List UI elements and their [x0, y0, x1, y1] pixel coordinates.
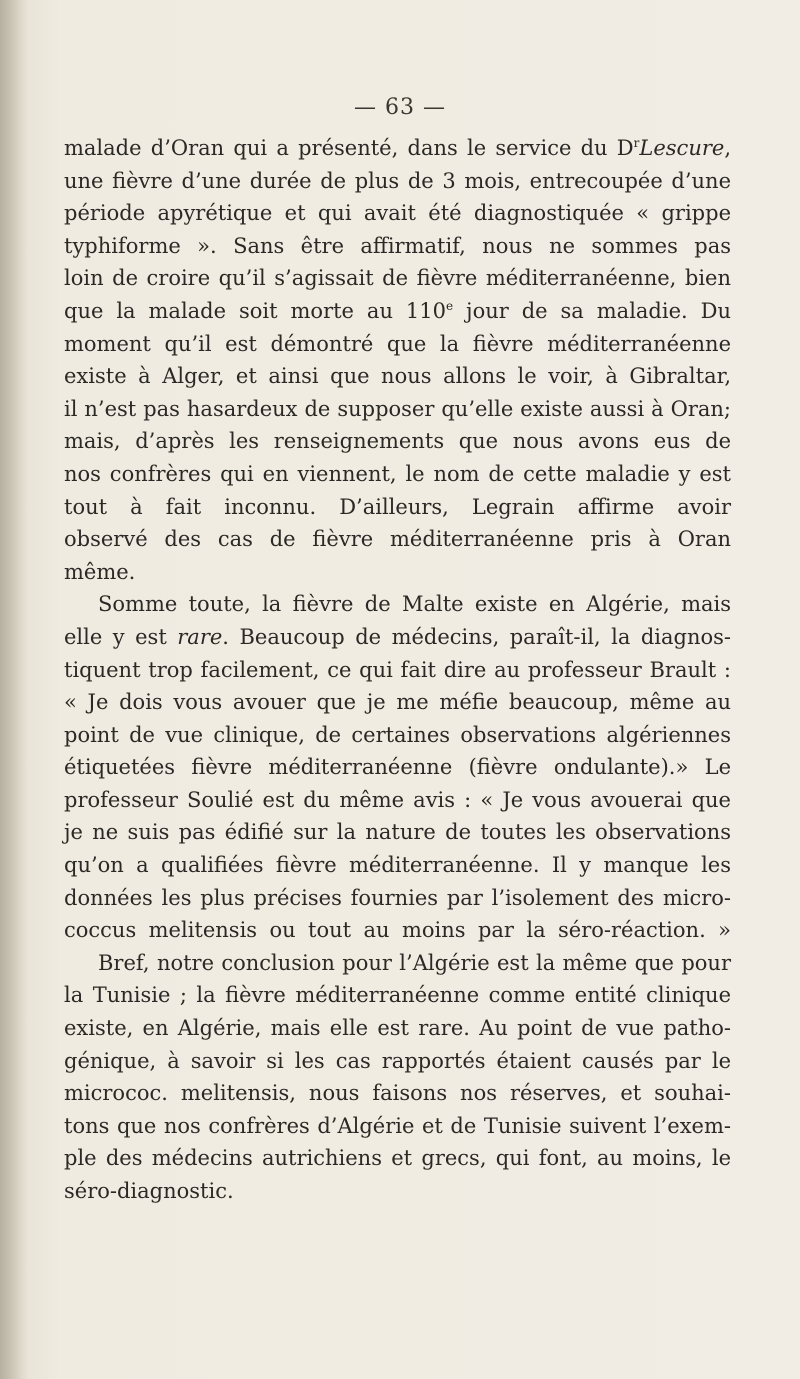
page-number: — 63 — [354, 95, 446, 120]
text-line [64, 262, 731, 295]
text-line [64, 458, 731, 491]
text-text: étiquetées fièvre méditerranéenne (fièvre ondulante).» Le [64, 755, 731, 780]
text-line [64, 491, 731, 524]
text-post: jour de sa maladie. Du [453, 298, 731, 323]
text-text: loin de croire qu’il s’agissait de fièvre méditerranéenne, bien [64, 266, 731, 291]
text-line [64, 1110, 731, 1143]
text-text: nos confrères qui en viennent, le nom de cette maladie y est [64, 461, 731, 486]
text-line [64, 947, 731, 980]
body-text [64, 132, 731, 1208]
text-text: existe à Alger, et ainsi que nous allons le voir, à Gibraltar, [64, 364, 731, 389]
text-line [64, 1077, 731, 1110]
text-text: existe, en Algérie, mais elle est rare. Au point de vue patho- [64, 1016, 731, 1041]
text-text: une fièvre d’une durée de plus de 3 mois, entrecoupée d’une [64, 168, 731, 193]
text-line [64, 719, 731, 752]
text-text: données les plus précises fournies par l’isolement des micro- [64, 885, 731, 910]
text-line [64, 425, 731, 458]
text-line [64, 360, 731, 393]
text-sup: r [633, 136, 640, 150]
text-text: séro-diagnostic. [64, 1179, 234, 1203]
text-text: période apyrétique et qui avait été diagnostiquée « grippe [64, 201, 731, 226]
text-line [64, 654, 731, 687]
text-line [64, 556, 731, 589]
text-line [64, 686, 731, 719]
text-post: , [724, 136, 731, 160]
text-line [64, 882, 731, 915]
text-text: la Tunisie ; la fièvre méditerranéenne comme entité clinique [64, 983, 731, 1008]
text-pre: malade d’Oran qui a présenté, dans le service du D [64, 136, 634, 160]
text-line [64, 523, 731, 556]
text-text: moment qu’il est démontré que la fièvre méditerranéenne [64, 331, 731, 356]
text-text: tout à fait inconnu. D’ailleurs, Legrain affirme avoir [64, 494, 731, 519]
text-pre: elle y est [64, 624, 178, 649]
text-text: « Je dois vous avouer que je me méfie beaucoup, même au [64, 690, 731, 715]
text-line [64, 230, 731, 263]
text-line [64, 165, 731, 198]
text-pre: que la malade soit morte au 110 [64, 298, 446, 323]
text-text: mais, d’après les renseignements que nous avons eus de [64, 429, 731, 454]
text-text: tons que nos confrères d’Algérie et de Tunisie suivent l’exem- [64, 1113, 731, 1138]
text-text: même. [64, 559, 136, 584]
text-text: point de vue clinique, de certaines observations algériennes [64, 722, 731, 747]
text-text: Bref, notre conclusion pour l’Algérie est la même que pour [98, 950, 731, 975]
text-line [64, 295, 731, 328]
text-text: professeur Soulié est du même avis : « Je vous avouerai que [64, 787, 731, 812]
text-line [64, 1142, 731, 1175]
text-italic: rare [177, 624, 223, 649]
text-line [64, 979, 731, 1012]
text-italic: Lescure [639, 136, 725, 160]
text-text: typhiforme ». Sans être affirmatif, nous ne sommes pas [64, 233, 731, 258]
text-line [64, 328, 731, 361]
text-line [64, 1045, 731, 1078]
text-post: . Beaucoup de médecins, paraît-il, la diagnos- [222, 624, 731, 649]
binding-shadow [0, 0, 28, 1379]
text-line [64, 132, 731, 165]
text-line [64, 849, 731, 882]
text-text: Somme toute, la fièvre de Malte existe en Algérie, mais [98, 592, 731, 617]
text-line [64, 914, 731, 947]
text-line [64, 784, 731, 817]
text-line [64, 1175, 731, 1208]
text-text: génique, à savoir si les cas rapportés étaient causés par le [64, 1048, 731, 1073]
text-text: coccus melitensis ou tout au moins par la séro-réaction. » [64, 918, 731, 943]
text-line [64, 1012, 731, 1045]
text-line [64, 816, 731, 849]
text-text: observé des cas de fièvre méditerranéenne pris à Oran [64, 527, 731, 552]
text-text: qu’on a qualifiées fièvre méditerranéenne. Il y manque les [64, 853, 731, 878]
text-line [64, 393, 731, 426]
text-line [64, 751, 731, 784]
text-line [64, 588, 731, 621]
text-sup: e [446, 298, 454, 313]
text-text: tiquent trop facilement, ce qui fait dire au professeur Brault : [64, 657, 731, 682]
text-line [64, 621, 731, 654]
text-text: micrococ. melitensis, nous faisons nos réserves, et souhai- [64, 1081, 731, 1106]
text-line [64, 197, 731, 230]
text-text: il n’est pas hasardeux de supposer qu’elle existe aussi à Oran; [64, 396, 731, 421]
text-text: je ne suis pas édifié sur la nature de toutes les observations [64, 820, 731, 845]
text-text: ple des médecins autrichiens et grecs, qui font, au moins, le [64, 1146, 731, 1171]
